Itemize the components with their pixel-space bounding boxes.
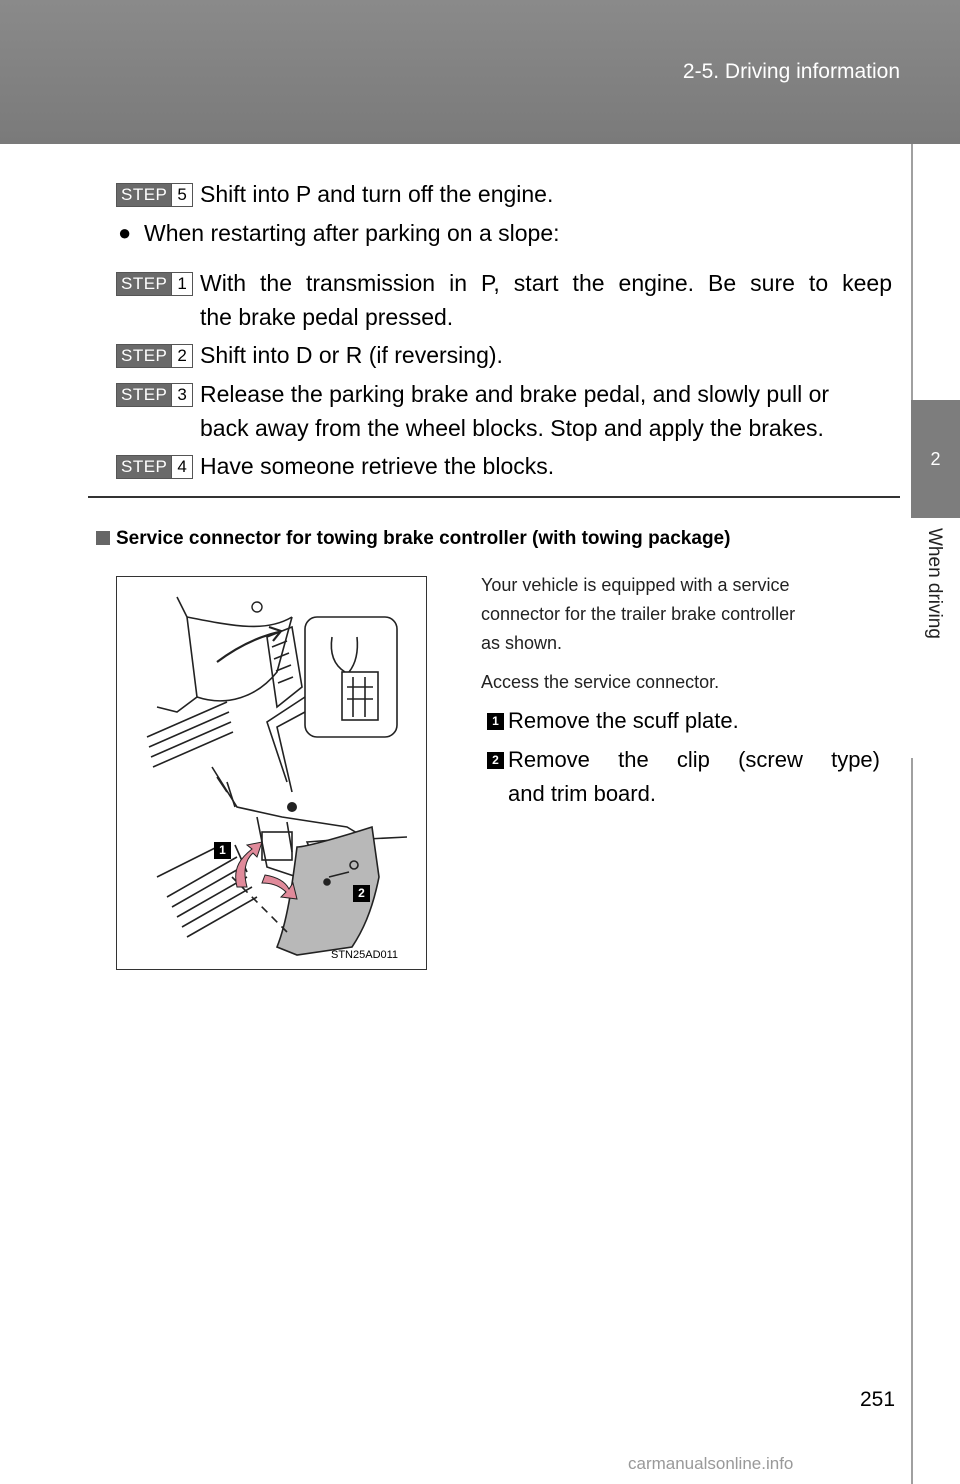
step-text: Release the parking brake and brake pedal, and slowly pull or	[200, 381, 830, 407]
page-header	[0, 0, 960, 144]
step-text: Have someone retrieve the blocks.	[200, 453, 555, 479]
item-number-2: 2	[487, 752, 504, 769]
step-badge	[116, 344, 193, 368]
section-divider	[88, 496, 900, 498]
step-badge-label: STEP	[117, 184, 171, 206]
side-divider	[911, 144, 913, 1484]
page-number: 251	[860, 1388, 896, 1411]
description-line: connector for the trailer brake controller	[481, 604, 796, 624]
section-title: 2-5. Driving information	[682, 60, 900, 83]
step-badge	[116, 455, 193, 479]
chapter-tab-number: 2	[911, 400, 960, 518]
step-badge-label: STEP	[117, 384, 171, 406]
step-badge	[116, 183, 193, 207]
illustration-drawing	[117, 577, 426, 969]
step-badge-label: STEP	[117, 345, 171, 367]
figure-label-2: 2	[353, 885, 370, 902]
section-heading-text: Service connector for towing brake controller (with towing package)	[116, 528, 731, 549]
step-text-cont: the brake pedal pressed.	[200, 304, 454, 330]
watermark: carmanualsonline.info	[628, 1454, 794, 1473]
step-badge	[116, 383, 193, 407]
step-text-cont: back away from the wheel blocks. Stop and apply the brakes.	[200, 415, 824, 441]
description-line: Your vehicle is equipped with a service	[481, 575, 790, 595]
chapter-tab-label-text: When driving	[924, 528, 945, 639]
bullet-text: When restarting after parking on a slope:	[144, 220, 560, 246]
item-number-1: 1	[487, 713, 504, 730]
description-line: as shown.	[481, 633, 563, 653]
step-badge-number: 1	[171, 273, 191, 295]
bullet-icon: ●	[118, 220, 132, 245]
step-badge-number: 5	[171, 184, 191, 206]
section-heading	[96, 528, 730, 550]
figure-code: STN25AD011	[331, 949, 399, 961]
item-text: Remove the scuff plate.	[508, 708, 739, 733]
step-badge	[116, 272, 193, 296]
step-text: Shift into D or R (if reversing).	[200, 342, 503, 368]
step-badge-label: STEP	[117, 456, 171, 478]
step-text: Shift into P and turn off the engine.	[200, 181, 554, 207]
step-badge-number: 4	[171, 456, 191, 478]
connector-illustration	[116, 576, 427, 970]
square-bullet-icon	[96, 531, 110, 545]
figure-label-1: 1	[214, 842, 231, 859]
step-text: With the transmission in P, start the engine. Be sure to keep	[200, 270, 892, 296]
step-badge-number: 3	[171, 384, 191, 406]
step-badge-label: STEP	[117, 273, 171, 295]
access-note: Access the service connector.	[481, 672, 720, 692]
item-text-cont: and trim board.	[508, 781, 656, 806]
step-badge-number: 2	[171, 345, 191, 367]
item-text: Remove the clip (screw type)	[508, 747, 880, 772]
chapter-tab-label	[911, 518, 960, 758]
